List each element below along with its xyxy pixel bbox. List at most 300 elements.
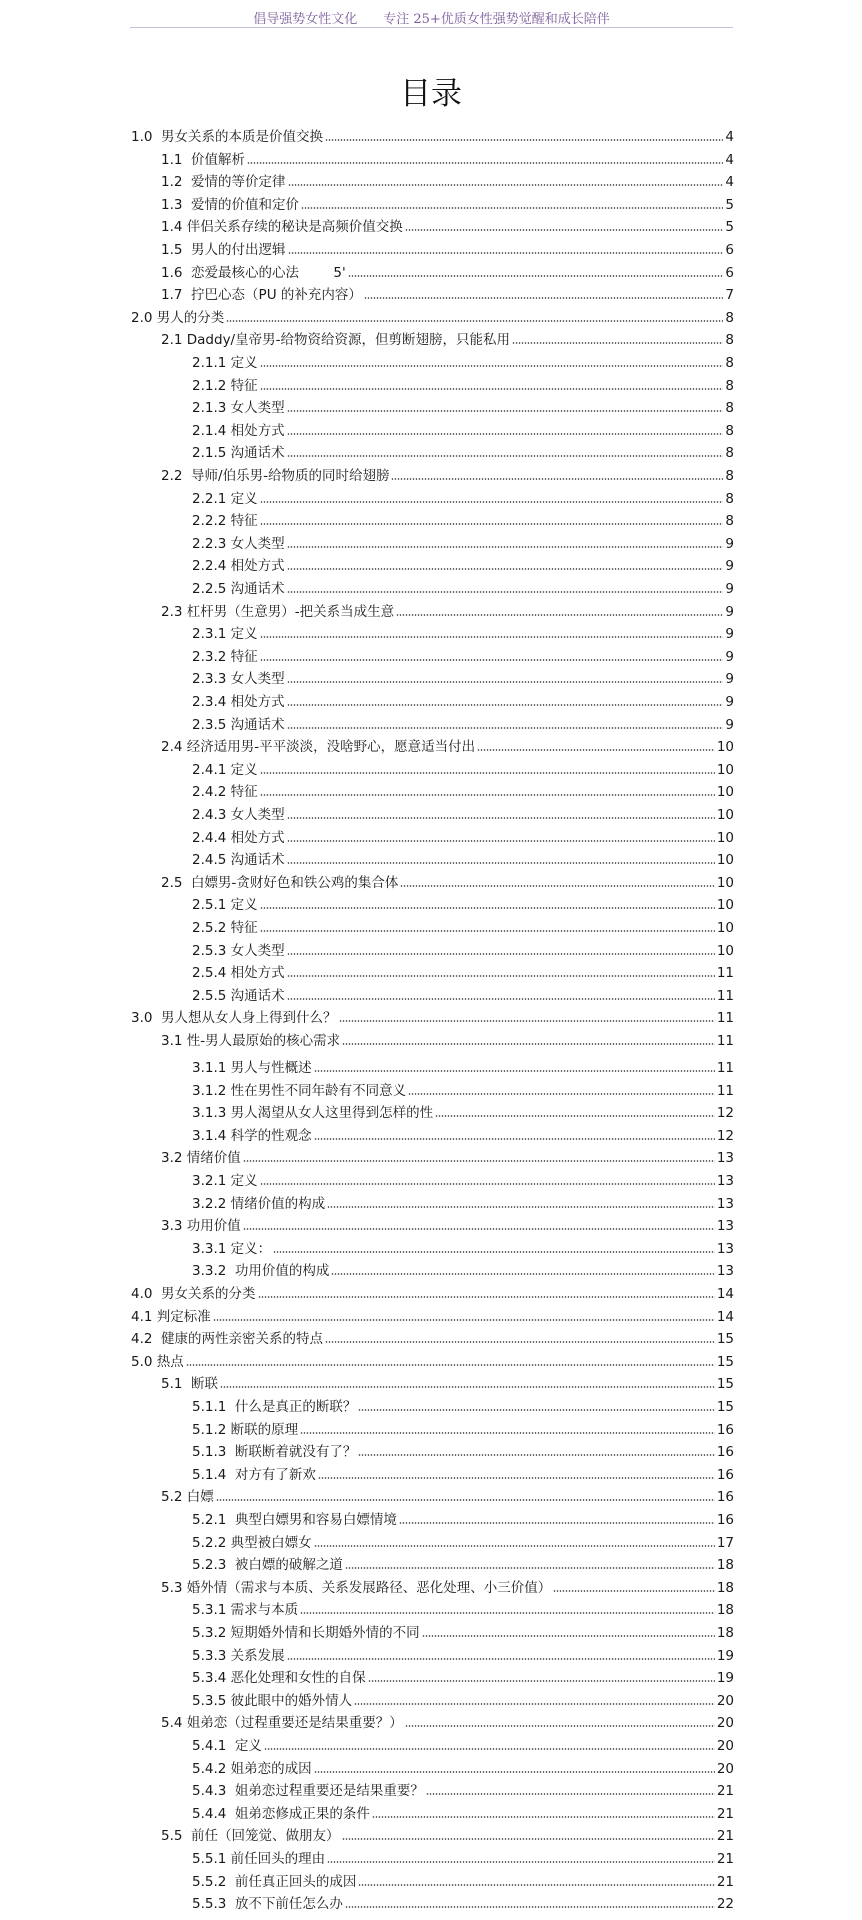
toc-dot-leader: [264, 1747, 715, 1751]
toc-entry-page-number: 16: [716, 1466, 734, 1483]
toc-entry[interactable]: [192, 1417, 734, 1439]
toc-entry-label: 5.3.4 恶化处理和女性的自保: [192, 1670, 366, 1687]
toc-entry[interactable]: [131, 124, 734, 146]
toc-entry[interactable]: [161, 463, 734, 485]
toc-entry[interactable]: [192, 1507, 734, 1529]
toc-dot-leader: [314, 1544, 715, 1548]
toc-dot-leader: [422, 1634, 715, 1638]
toc-dot-leader: [342, 1042, 715, 1046]
toc-dot-leader: [260, 1182, 715, 1186]
toc-dot-leader: [314, 1069, 715, 1073]
toc-dot-leader: [288, 183, 724, 187]
toc-entry-page-number: 21: [716, 1851, 734, 1867]
toc-dot-leader: [345, 1905, 715, 1909]
toc-entry[interactable]: [192, 689, 734, 711]
toc-entry-label: 5.5.1 前任回头的理由: [192, 1851, 326, 1867]
toc-dot-leader: [260, 906, 715, 910]
toc-entry-page-number: 11: [716, 1033, 734, 1049]
toc-dot-leader: [477, 748, 715, 752]
toc-entry-page-number: 15: [716, 1399, 734, 1415]
toc-entry[interactable]: [161, 214, 734, 236]
toc-dot-leader: [260, 500, 724, 504]
toc-dot-leader: [327, 1205, 715, 1209]
toc-entry-label: 1.2 爱情的等价定律: [161, 174, 286, 191]
page-title: 目录: [400, 76, 462, 112]
toc-entry-label: 2.2 导师/伯乐男-给物质的同时给翅膀: [161, 468, 390, 484]
toc-entry[interactable]: [192, 779, 734, 801]
toc-entry-page-number: 7: [725, 287, 734, 304]
toc-entry-page-number: 13: [716, 1150, 734, 1167]
toc-dot-leader: [368, 1679, 715, 1683]
toc-entry[interactable]: [192, 1462, 734, 1484]
toc-entry[interactable]: [161, 1484, 734, 1506]
toc-dot-leader: [216, 1498, 715, 1502]
toc-entry-page-number: 11: [716, 987, 734, 1004]
toc-dot-leader: [287, 839, 715, 843]
toc-entry-label: 3.1.4 科学的性观念: [192, 1127, 312, 1144]
toc-entry-label: 1.5 男人的付出逻辑: [161, 242, 286, 258]
toc-entry-label: 2.2.4 相处方式: [192, 558, 285, 575]
toc-entry-label: 5.1.1 什么是真正的断联？: [192, 1399, 357, 1415]
toc-dot-leader: [391, 477, 723, 481]
toc-entry-label: 5.4.3 姐弟恋过程重要还是结果重要？: [192, 1783, 424, 1800]
header-rule: [130, 27, 733, 28]
toc-entry[interactable]: [161, 260, 734, 282]
toc-entry-label: 3.3.2 功用价值的构成: [192, 1263, 330, 1280]
toc-entry-page-number: 4: [725, 174, 734, 191]
toc-entry-page-number: 10: [716, 784, 734, 801]
toc-entry[interactable]: [192, 983, 734, 1005]
toc-entry-label: 2.2.1 定义: [192, 490, 258, 507]
toc-entry-label: 2.5.5 沟通话术: [192, 987, 285, 1004]
toc-dot-leader: [258, 1295, 715, 1299]
toc-entry-label: 3.1 性-男人最原始的核心需求: [161, 1033, 341, 1049]
toc-entry-page-number: 8: [725, 468, 734, 484]
toc-entry-label: 2.5 白嫖男-贪财好色和铁公鸡的集合体: [161, 874, 399, 891]
toc-dot-leader: [354, 1702, 715, 1706]
toc-entry-page-number: 20: [716, 1692, 734, 1709]
toc-entry-page-number: 18: [716, 1602, 734, 1619]
toc-dot-leader: [220, 1385, 715, 1389]
toc-entry-page-number: 4: [725, 129, 734, 145]
toc-entry-page-number: 9: [725, 581, 734, 597]
toc-entry-label: 2.4.5 沟通话术: [192, 852, 285, 869]
toc-entry-page-number: 9: [725, 626, 734, 643]
toc-dot-leader: [287, 1657, 715, 1661]
toc-dot-leader: [300, 1611, 715, 1615]
toc-entry-page-number: 10: [716, 874, 734, 891]
toc-entry-label: 2.3.1 定义: [192, 626, 258, 643]
toc-dot-leader: [399, 1521, 715, 1525]
toc-dot-leader: [287, 952, 715, 956]
toc-entry-label: 2.0 男人的分类: [131, 309, 225, 326]
toc-entry-page-number: 17: [716, 1534, 734, 1551]
toc-entry-label: 1.4 伴侣关系存续的秘诀是高频价值交换: [161, 219, 403, 236]
toc-entry-page-number: 10: [716, 761, 734, 778]
toc-dot-leader: [243, 1159, 715, 1163]
toc-entry-page-number: 9: [725, 671, 734, 688]
toc-entry-page-number: 5: [725, 196, 734, 213]
toc-entry-label: 5.3.1 需求与本质: [192, 1602, 299, 1619]
toc-entry[interactable]: [192, 1552, 734, 1574]
toc-dot-leader: [364, 296, 724, 300]
toc-entry-label: 2.5.4 相处方式: [192, 965, 285, 982]
toc-entry-label: 5.4.1 定义: [192, 1738, 262, 1754]
toc-dot-leader: [512, 341, 723, 345]
toc-entry-page-number: 22: [716, 1896, 734, 1913]
toc-dot-leader: [314, 1770, 715, 1774]
toc-entry-page-number: 18: [716, 1557, 734, 1574]
toc-entry-page-number: 10: [716, 829, 734, 846]
toc-entry-page-number: 18: [716, 1625, 734, 1641]
toc-entry-page-number: 20: [716, 1760, 734, 1777]
toc-entry-label: 3.1.1 男人与性概述: [192, 1060, 312, 1076]
toc-dot-leader: [358, 1408, 714, 1412]
toc-entry[interactable]: [131, 1304, 734, 1326]
toc-entry[interactable]: [192, 1665, 734, 1687]
toc-entry[interactable]: [161, 327, 734, 349]
toc-entry[interactable]: [192, 531, 734, 553]
toc-entry-label: 2.4.2 特征: [192, 784, 258, 801]
toc-dot-leader: [287, 726, 724, 730]
toc-entry[interactable]: [192, 1191, 734, 1213]
toc-dot-leader: [213, 1318, 715, 1322]
toc-entry-label: 2.1.4 相处方式: [192, 422, 285, 439]
toc-entry-page-number: 8: [725, 355, 734, 371]
toc-dot-leader: [287, 432, 724, 436]
toc-entry-page-number: 13: [716, 1218, 734, 1235]
toc-entry[interactable]: [192, 508, 734, 530]
toc-entry-label: 2.3.3 女人类型: [192, 671, 285, 688]
toc-dot-leader: [400, 884, 714, 888]
toc-entry[interactable]: [192, 847, 734, 869]
toc-entry[interactable]: [192, 1846, 734, 1868]
toc-entry-page-number: 8: [725, 445, 734, 462]
toc-entry[interactable]: [131, 1005, 734, 1027]
toc-entry[interactable]: [192, 486, 734, 508]
toc-entry-label: 5.2.2 典型被白嫖女: [192, 1534, 312, 1551]
toc-dot-leader: [405, 228, 724, 232]
toc-entry[interactable]: [161, 734, 734, 756]
toc-dot-leader: [260, 364, 724, 368]
toc-dot-leader: [287, 590, 724, 594]
toc-entry-label: 4.1 判定标准: [131, 1308, 211, 1325]
toc-entry[interactable]: [161, 1823, 734, 1845]
toc-entry-page-number: 11: [716, 1060, 734, 1076]
toc-dot-leader: [287, 703, 724, 707]
toc-entry-page-number: 9: [725, 603, 734, 620]
toc-entry[interactable]: [192, 938, 734, 960]
toc-dot-leader: [287, 997, 715, 1001]
toc-dot-leader: [405, 1724, 715, 1728]
toc-entry-page-number: 20: [716, 1738, 734, 1754]
toc-entry[interactable]: [131, 305, 734, 327]
toc-entry-page-number: 9: [725, 648, 734, 665]
toc-entry[interactable]: [161, 1145, 734, 1167]
toc-dot-leader: [435, 1114, 715, 1118]
toc-dot-leader: [301, 206, 723, 210]
toc-dot-leader: [348, 274, 724, 278]
toc-entry-page-number: 10: [716, 852, 734, 869]
toc-entry[interactable]: [161, 237, 734, 259]
toc-entry-page-number: 9: [725, 535, 734, 552]
toc-entry-page-number: 13: [716, 1173, 734, 1189]
toc-entry[interactable]: [131, 1326, 734, 1348]
toc-entry-page-number: 21: [716, 1805, 734, 1822]
toc-entry-label: 5.2 白嫖: [161, 1489, 214, 1506]
toc-entry[interactable]: [192, 1801, 734, 1823]
toc-entry-page-number: 8: [725, 332, 734, 349]
toc-entry[interactable]: [192, 1778, 734, 1800]
toc-entry-page-number: 9: [725, 558, 734, 575]
toc-dot-leader: [287, 545, 724, 549]
header-left-text: 倡导强势女性文化: [253, 12, 358, 27]
toc-entry-page-number: 10: [716, 920, 734, 936]
toc-entry[interactable]: [161, 1575, 734, 1597]
toc-entry-label: 5.4.4 姐弟恋修成正果的条件: [192, 1805, 370, 1822]
toc-entry-label: 4.0 男女关系的分类: [131, 1286, 256, 1302]
toc-entry-label: 5.1.3 断联断着就没有了？: [192, 1444, 357, 1461]
toc-dot-leader: [186, 1363, 715, 1367]
toc-entry-page-number: 13: [716, 1195, 734, 1212]
toc-entry[interactable]: [192, 1168, 734, 1190]
toc-dot-leader: [247, 161, 723, 165]
toc-entry[interactable]: [192, 712, 734, 734]
toc-entry-page-number: 11: [716, 1010, 734, 1027]
toc-entry-label: 5.1.2 断联的原理: [192, 1421, 299, 1438]
toc-dot-leader: [287, 861, 715, 865]
toc-dot-leader: [260, 387, 724, 391]
toc-entry-label: 2.4.1 定义: [192, 761, 258, 778]
toc-dot-leader: [260, 771, 715, 775]
toc-entry[interactable]: [192, 1597, 734, 1619]
toc-entry[interactable]: [192, 825, 734, 847]
toc-entry-label: 2.1.1 定义: [192, 355, 258, 371]
toc-entry-label: 3.0 男人想从女人身上得到什么？: [131, 1010, 337, 1027]
toc-dot-leader: [339, 1019, 715, 1023]
toc-entry-label: 2.3 杠杆男（生意男）-把关系当成生意: [161, 603, 395, 620]
toc-entry-page-number: 4: [725, 151, 734, 168]
toc-entry-label: 3.2.2 情绪价值的构成: [192, 1195, 326, 1212]
toc-entry[interactable]: [192, 1756, 734, 1778]
toc-entry[interactable]: [161, 1710, 734, 1732]
toc-dot-leader: [260, 635, 724, 639]
toc-dot-leader: [273, 1250, 715, 1254]
toc-entry-page-number: 8: [725, 309, 734, 326]
toc-entry-label: 1.6 恋爱最核心的心法 5': [161, 264, 346, 281]
toc-entry[interactable]: [161, 599, 734, 621]
toc-entry-label: 4.2 健康的两性亲密关系的特点: [131, 1331, 324, 1348]
toc-entry-label: 2.1.5 沟通话术: [192, 445, 285, 462]
toc-entry-label: 1.7 拧巴心态（PU 的补充内容）: [161, 287, 362, 304]
toc-entry-page-number: 19: [716, 1670, 734, 1687]
toc-entry-page-number: 9: [725, 716, 734, 733]
toc-entry[interactable]: [192, 666, 734, 688]
toc-entry[interactable]: [192, 1055, 734, 1077]
toc-entry[interactable]: [131, 1281, 734, 1303]
toc-dot-leader: [287, 680, 724, 684]
toc-dot-leader: [342, 1837, 715, 1841]
toc-dot-leader: [325, 1340, 715, 1344]
toc-entry-page-number: 10: [716, 807, 734, 823]
toc-entry-page-number: 13: [716, 1263, 734, 1280]
toc-entry-page-number: 9: [725, 694, 734, 710]
toc-entry-page-number: 15: [716, 1353, 734, 1370]
toc-entry-label: 2.1 Daddy/皇帝男-给物资给资源，但剪断翅膀，只能私用: [161, 332, 510, 349]
toc-entry[interactable]: [192, 576, 734, 598]
toc-entry[interactable]: [192, 1100, 734, 1122]
toc-entry-label: 5.4 姐弟恋（过程重要还是结果重要？）: [161, 1715, 403, 1732]
toc-entry-label: 3.3.1 定义：: [192, 1240, 272, 1257]
toc-dot-leader: [372, 1815, 715, 1819]
toc-entry-page-number: 14: [716, 1286, 734, 1302]
toc-entry[interactable]: [192, 418, 734, 440]
toc-dot-leader: [300, 1431, 715, 1435]
toc-entry-label: 5.2.1 典型白嫖男和容易白嫖情境: [192, 1512, 397, 1528]
toc-entry[interactable]: [161, 1371, 734, 1393]
toc-entry-label: 2.3.2 特征: [192, 648, 258, 665]
toc-entry-page-number: 18: [716, 1579, 734, 1596]
toc-entry[interactable]: [161, 147, 734, 169]
toc-entry-label: 2.2.5 沟通话术: [192, 581, 285, 597]
toc-entry-page-number: 11: [716, 1082, 734, 1099]
toc-entry-page-number: 10: [716, 942, 734, 959]
toc-entry[interactable]: [161, 282, 734, 304]
toc-entry-label: 5.1.4 对方有了新欢: [192, 1466, 316, 1483]
toc-dot-leader: [260, 793, 715, 797]
header-right-text: 专注 25+优质女性强势觉醒和成长陪伴: [383, 12, 610, 27]
toc-entry[interactable]: [161, 1028, 734, 1050]
toc-entry-label: 5.3.5 彼此眼中的婚外情人: [192, 1692, 353, 1709]
toc-entry-page-number: 16: [716, 1512, 734, 1528]
toc-entry-page-number: 21: [716, 1873, 734, 1890]
toc-entry-label: 1.1 价值解析: [161, 151, 246, 168]
toc-entry-label: 1.0 男女关系的本质是价值交换: [131, 129, 324, 145]
toc-dot-leader: [408, 1092, 715, 1096]
toc-entry-label: 5.4.2 姐弟恋的成因: [192, 1760, 312, 1777]
toc-entry[interactable]: [161, 1213, 734, 1235]
toc-entry-label: 5.3.2 短期婚外情和长期婚外情的不同: [192, 1625, 420, 1641]
toc-dot-leader: [287, 567, 724, 571]
toc-entry[interactable]: [192, 757, 734, 779]
toc-entry[interactable]: [192, 1123, 734, 1145]
toc-entry[interactable]: [192, 892, 734, 914]
toc-entry-page-number: 21: [716, 1783, 734, 1800]
toc-entry-page-number: 10: [716, 739, 734, 756]
toc-entry-page-number: 14: [716, 1308, 734, 1325]
toc-entry[interactable]: [192, 1733, 734, 1755]
toc-entry[interactable]: [192, 1394, 734, 1416]
toc-entry-label: 5.0 热点: [131, 1353, 184, 1370]
toc-entry-page-number: 15: [716, 1331, 734, 1348]
toc-entry-page-number: 11: [716, 965, 734, 982]
toc-entry[interactable]: [192, 373, 734, 395]
toc-dot-leader: [396, 613, 723, 617]
toc-entry-label: 5.1 断联: [161, 1376, 219, 1393]
toc-dot-leader: [426, 1792, 715, 1796]
toc-entry[interactable]: [192, 1439, 734, 1461]
toc-entry[interactable]: [131, 1349, 734, 1371]
toc-entry-label: 1.3 爱情的价值和定价: [161, 196, 300, 213]
toc-entry-page-number: 8: [725, 400, 734, 417]
toc-entry[interactable]: [192, 1078, 734, 1100]
toc-dot-leader: [318, 1476, 715, 1480]
toc-entry[interactable]: [192, 1620, 734, 1642]
toc-entry[interactable]: [192, 1643, 734, 1665]
toc-entry[interactable]: [192, 915, 734, 937]
toc-entry[interactable]: [192, 1869, 734, 1891]
toc-entry-label: 3.1.2 性在男性不同年龄有不同意义: [192, 1082, 407, 1099]
toc-entry[interactable]: [192, 621, 734, 643]
toc-dot-leader: [358, 1453, 714, 1457]
toc-entry-page-number: 12: [716, 1105, 734, 1122]
toc-entry[interactable]: [161, 870, 734, 892]
toc-entry[interactable]: [192, 1891, 734, 1913]
toc-dot-leader: [553, 1589, 715, 1593]
toc-entry-label: 5.5.2 前任真正回头的成因: [192, 1873, 357, 1890]
toc-entry-page-number: 13: [716, 1240, 734, 1257]
toc-entry-label: 2.3.5 沟通话术: [192, 716, 285, 733]
toc-entry-label: 2.2.3 女人类型: [192, 535, 285, 552]
toc-dot-leader: [331, 1272, 714, 1276]
toc-dot-leader: [325, 138, 723, 142]
toc-dot-leader: [327, 1860, 715, 1864]
toc-entry[interactable]: [192, 1258, 734, 1280]
toc-entry[interactable]: [161, 192, 734, 214]
toc-entry[interactable]: [161, 169, 734, 191]
toc-entry[interactable]: [192, 960, 734, 982]
toc-entry[interactable]: [192, 1236, 734, 1258]
toc-entry-label: 3.3 功用价值: [161, 1218, 241, 1235]
toc-entry-label: 3.2 情绪价值: [161, 1150, 241, 1167]
toc-dot-leader: [288, 251, 724, 255]
toc-entry-page-number: 16: [716, 1489, 734, 1506]
toc-entry[interactable]: [192, 440, 734, 462]
toc-dot-leader: [314, 1137, 715, 1141]
toc-entry[interactable]: [192, 395, 734, 417]
toc-entry-label: 2.4.4 相处方式: [192, 829, 285, 846]
toc-entry-label: 5.5 前任（回笼觉、做朋友）: [161, 1828, 340, 1845]
toc-entry-label: 5.3.3 关系发展: [192, 1647, 285, 1664]
toc-entry[interactable]: [192, 644, 734, 666]
toc-dot-leader: [226, 319, 723, 323]
toc-dot-leader: [243, 1227, 715, 1231]
toc-entry-page-number: 8: [725, 377, 734, 394]
toc-entry[interactable]: [192, 350, 734, 372]
toc-entry-label: 2.1.2 特征: [192, 377, 258, 394]
toc-entry-page-number: 19: [716, 1647, 734, 1664]
toc-entry-page-number: 20: [716, 1715, 734, 1732]
toc-entry-label: 2.2.2 特征: [192, 513, 258, 530]
toc-dot-leader: [260, 929, 715, 933]
toc-entry-page-number: 6: [725, 264, 734, 281]
toc-entry-page-number: 16: [716, 1421, 734, 1438]
toc-entry[interactable]: [192, 802, 734, 824]
toc-entry-page-number: 5: [725, 219, 734, 236]
toc-entry-label: 2.5.3 女人类型: [192, 942, 285, 959]
toc-dot-leader: [260, 658, 724, 662]
toc-entry[interactable]: [192, 553, 734, 575]
toc-entry[interactable]: [192, 1530, 734, 1552]
toc-entry-label: 2.5.2 特征: [192, 920, 258, 936]
toc-entry[interactable]: [192, 1688, 734, 1710]
toc-entry-label: 2.1.3 女人类型: [192, 400, 285, 417]
toc-entry-page-number: 16: [716, 1444, 734, 1461]
toc-dot-leader: [358, 1883, 714, 1887]
toc-entry-label: 5.5.3 放不下前任怎么办: [192, 1896, 343, 1913]
toc-entry-page-number: 8: [725, 513, 734, 530]
toc-dot-leader: [287, 409, 724, 413]
